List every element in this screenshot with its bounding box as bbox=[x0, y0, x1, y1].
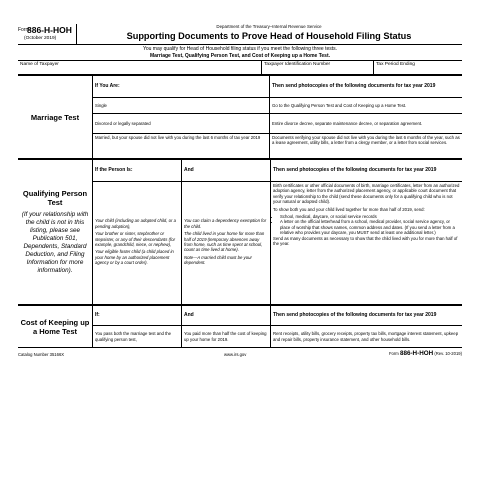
qualifying-person-note: (If your relationship with the child is not in this listing, please see Publication 501, Dependents, Standard Deduction, and Filing Information for more information). bbox=[21, 211, 89, 274]
docs-as-many: Send as many documents as necessary to show that the child lived with you for more than half of the year. bbox=[273, 235, 458, 247]
form-label: Form bbox=[18, 27, 30, 33]
marriage-test-heading: Marriage Test bbox=[18, 76, 93, 159]
cost-of-home-heading: Cost of Keeping up a Home Test bbox=[18, 306, 93, 348]
form-footer bbox=[18, 350, 462, 360]
cost-col1-head: If: bbox=[93, 306, 182, 326]
form-page bbox=[18, 24, 462, 360]
docs-relationship: Birth certificates or other official documents of birth, marriage certificates, letter from an authorized adoption agency, letter from the authorized placement agency, or applicable court document that verify your relationship to the child (send these documents only for a qualifying child who is not your natural or adopted child). bbox=[273, 183, 460, 205]
footer-form-label: Form bbox=[389, 351, 399, 356]
cost-col2-head: And bbox=[182, 306, 271, 326]
person-foster-child: Your eligible foster child (a child placed in your home by an authorized placement agency or by a court order). bbox=[95, 249, 174, 266]
form-number-box bbox=[18, 24, 77, 44]
qualifying-person-heading: Qualifying Person Test bbox=[22, 189, 88, 207]
and-dependency: You can claim a dependency exemption for the child. bbox=[184, 218, 267, 229]
intro bbox=[18, 44, 462, 60]
qualifying-col2-head: And bbox=[182, 160, 271, 182]
marriage-cond-married: Married, but your spouse did not live with you during the last 6 months of tax year 2019 bbox=[93, 134, 270, 159]
marriage-docs-married: Documents verifying your spouse did not live with you during the last 6 months of the year, such as a lease agreement, utility bills, a letter from a clergy member, or a letter from social services. bbox=[270, 134, 463, 159]
qualifying-docs bbox=[271, 182, 463, 305]
footer-revision: (Rev. 10-2019) bbox=[434, 351, 462, 356]
taxpayer-info-row bbox=[18, 60, 462, 75]
footer-form-id bbox=[389, 350, 462, 357]
and-lived-in-home: The child lived in your home for more than half of 2019 (temporary absences away from home, such as time spent at school, count as time lived at home). bbox=[184, 231, 265, 253]
marriage-col1-head: If You Are: bbox=[93, 76, 270, 98]
taxpayer-name-field[interactable]: Name of Taxpayer bbox=[18, 61, 262, 74]
docs-bullet-letter: • A letter on the official letterhead from a school, medical provider, social service agency, or place of worship that shows names, common address and dates. (If you send a letter from a relative who provides your daycare, you MUST send at least one additional letter.) bbox=[280, 219, 460, 235]
marriage-col2-head: Then send photocopies of the following documents for tax year 2019 bbox=[270, 76, 463, 98]
marriage-cond-divorced: Divorced or legally separated bbox=[93, 114, 270, 134]
form-number: 886-H-HOH bbox=[27, 25, 72, 35]
cost-docs: Rent receipts, utility bills, grocery receipts, property tax bills, mortgage interest statement, upkeep and repair bills, property insurance statement, and other household bills. bbox=[271, 326, 463, 348]
form-title: Supporting Documents to Prove Head of Household Filing Status bbox=[126, 31, 412, 41]
docs-bullets bbox=[273, 214, 460, 236]
marriage-docs-single: Go to the Qualifying Person Test and Cost of Keeping up a Home Test. bbox=[270, 98, 463, 114]
person-sibling: Your brother or sister, stepbrother or stepsister, or any of their descendants (for example, grandchild, niece, or nephew), bbox=[95, 231, 176, 247]
form-header bbox=[18, 24, 462, 44]
cost-of-home-table bbox=[18, 305, 462, 348]
footer-form-number: 886-H-HOH bbox=[399, 350, 434, 357]
intro-line-1: You may qualify for Head of Household filing status if you meet the following three tests. bbox=[142, 46, 338, 52]
marriage-test-table bbox=[18, 75, 462, 159]
qualifying-person-section bbox=[18, 160, 93, 305]
qualifying-person-list bbox=[93, 182, 182, 305]
tax-period-field[interactable]: Tax Period Ending bbox=[376, 62, 415, 67]
catalog-number: Catalog Number 35166X bbox=[18, 352, 65, 357]
cost-and: You paid more than half the cost of keeping up your home for 2019. bbox=[182, 326, 271, 348]
qualifying-and-list bbox=[182, 182, 271, 305]
docs-lived-together: To show both you and your child lived together for more than half of 2019, send: bbox=[273, 206, 425, 212]
qualifying-person-table bbox=[18, 159, 462, 305]
department: Department of the Treasury–Internal Revenue Service bbox=[216, 24, 322, 29]
tin-field[interactable]: Taxpayer Identification Number bbox=[262, 61, 374, 74]
marriage-docs-divorced: Entire divorce decree, separate maintenance decree, or separation agreement. bbox=[270, 114, 463, 134]
form-revision: (October 2019) bbox=[24, 36, 57, 41]
cost-col3-head: Then send photocopies of the following documents for tax year 2019 bbox=[271, 306, 463, 326]
docs-bullet-records: • School, medical, daycare, or social service records bbox=[280, 214, 460, 219]
irs-website: www.irs.gov bbox=[224, 352, 247, 357]
person-child: Your child (including an adopted child, or a pending adoption), bbox=[95, 218, 176, 229]
marriage-cond-single: Single bbox=[93, 98, 270, 114]
intro-line-2: Marriage Test, Qualifying Person Test, and Cost of Keeping up a Home Test. bbox=[149, 52, 331, 59]
qualifying-col3-head: Then send photocopies of the following documents for tax year 2019 bbox=[271, 160, 463, 182]
qualifying-col1-head: If the Person Is: bbox=[93, 160, 182, 182]
cost-cond: You pass both the marriage test and the qualifying person test, bbox=[93, 326, 182, 348]
and-married-note: Note—A married child must be your dependent. bbox=[184, 254, 252, 266]
